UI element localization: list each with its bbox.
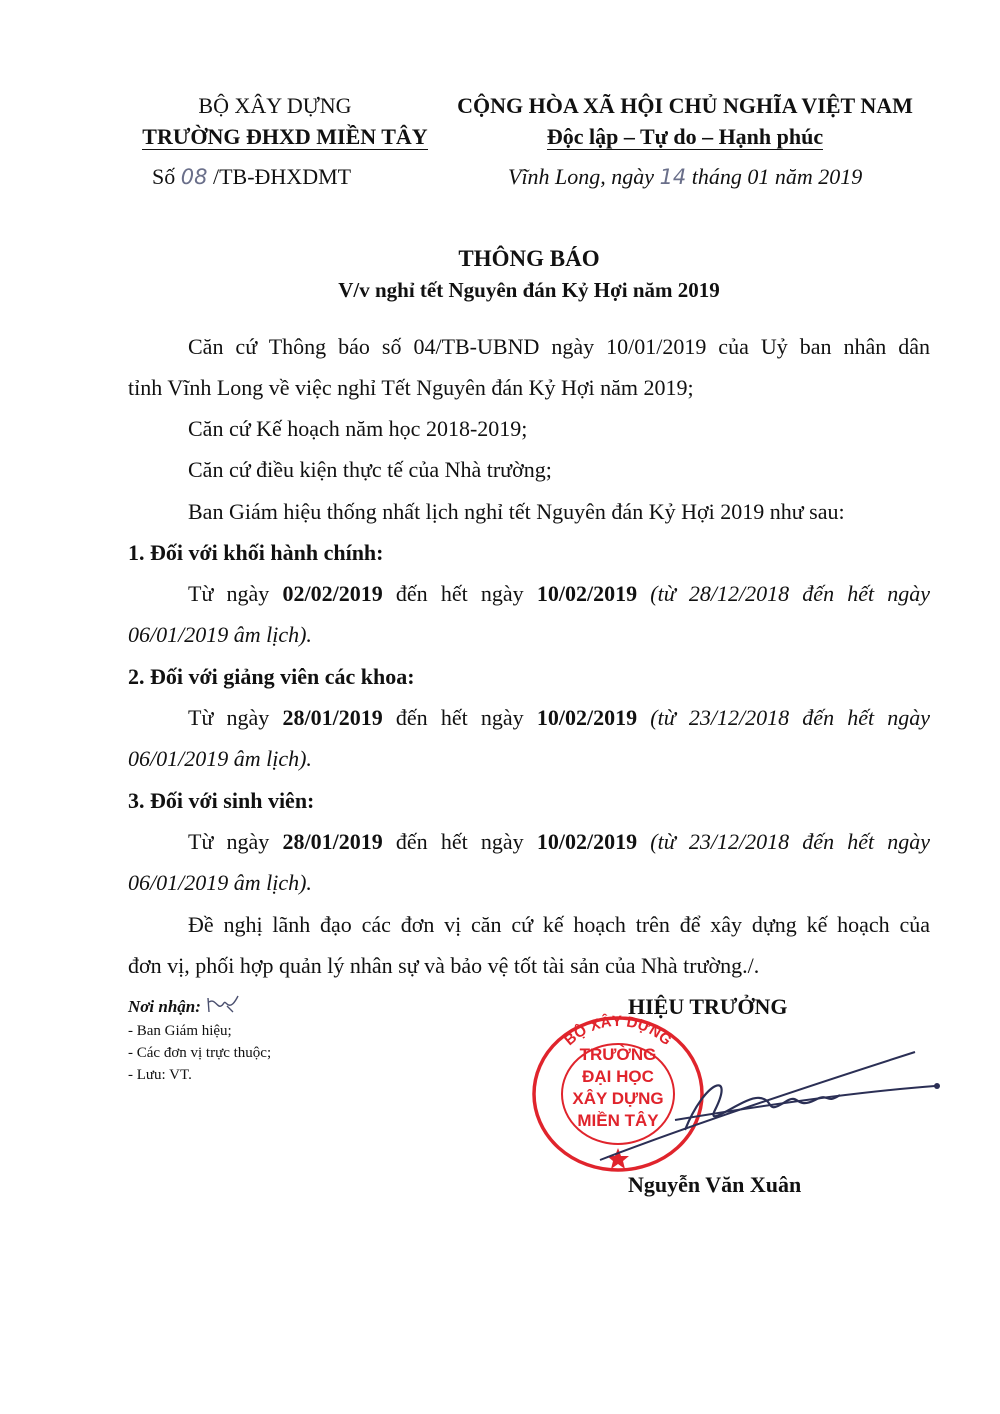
from-date: 02/02/2019: [282, 581, 383, 606]
notice-title: THÔNG BÁO: [458, 246, 600, 271]
recipient-item: - Lưu: VT.: [128, 1067, 192, 1083]
signer-name: Nguyễn Văn Xuân: [628, 1172, 802, 1197]
preamble-p4: Ban Giám hiệu thống nhất lịch nghỉ tết Nguyên đán Kỷ Hợi 2019 như sau:: [188, 499, 845, 524]
to-label: đến hết ngày: [395, 829, 524, 854]
stamp-line-4: MIỀN TÂY: [577, 1111, 659, 1130]
ministry-name: BỘ XÂY DỰNG: [198, 93, 352, 118]
signer-role: HIỆU TRƯỞNG: [628, 994, 788, 1019]
date-suffix: tháng 01 năm 2019: [691, 164, 863, 189]
number-suffix: /TB-ĐHXDMT: [212, 164, 352, 189]
section-1-heading: 1. Đối với khối hành chính:: [128, 540, 384, 565]
lunar-range: (từ 23/12/2018 đến hết ngày: [650, 829, 931, 854]
preamble-p2: Căn cứ Kế hoạch năm học 2018-2019;: [188, 416, 528, 441]
number-handwritten: 08: [180, 165, 208, 189]
date-prefix: Vĩnh Long, ngày: [508, 164, 655, 189]
school-name-text: TRƯỜNG ĐHXD MIỀN TÂY: [142, 124, 428, 149]
to-label: đến hết ngày: [395, 705, 524, 730]
stamp-ring-text: BỘ XÂY DỰNG: [561, 1012, 675, 1049]
preamble-p1-line1: Căn cứ Thông báo số 04/TB-UBND ngày 10/01/2019 của Uỷ ban nhân dân: [188, 334, 930, 359]
from-label: Từ ngày: [188, 829, 270, 854]
recipients-label-text: Nơi nhận: [128, 997, 196, 1016]
place-date: [508, 164, 928, 190]
from-date: 28/01/2019: [282, 829, 383, 854]
stamp-line-1: TRƯỜNG: [579, 1045, 657, 1064]
stamp-line-2: ĐẠI HỌC: [582, 1067, 654, 1086]
section-2-dates: [188, 697, 930, 738]
section-2-lunar-end: 06/01/2019 âm lịch).: [128, 746, 312, 771]
closing-line2: đơn vị, phối hợp quản lý nhân sự và bảo vệ tốt tài sản của Nhà trường./.: [128, 953, 760, 978]
section-1-dates: [188, 573, 930, 614]
document-number: [152, 164, 412, 190]
section-3-dates: [188, 821, 930, 862]
school-name: [115, 124, 455, 150]
to-date: 10/02/2019: [536, 581, 638, 606]
initials-scribble-icon: [205, 994, 241, 1016]
motto-text: Độc lập – Tự do – Hạnh phúc: [546, 124, 824, 149]
recipients-label: [128, 994, 428, 1020]
from-label: Từ ngày: [188, 705, 270, 730]
to-date: 10/02/2019: [536, 829, 638, 854]
to-date: 10/02/2019: [536, 705, 638, 730]
notice-subject: V/v nghỉ tết Nguyên đán Kỷ Hợi năm 2019: [338, 278, 720, 302]
preamble-p1-line2: tỉnh Vĩnh Long về việc nghỉ Tết Nguyên đán Kỷ Hợi năm 2019;: [128, 375, 694, 400]
section-1-lunar-end: 06/01/2019 âm lịch).: [128, 622, 312, 647]
section-2-heading: 2. Đối với giảng viên các khoa:: [128, 664, 415, 689]
lunar-range: (từ 23/12/2018 đến hết ngày: [650, 705, 931, 730]
section-3-lunar-end: 06/01/2019 âm lịch).: [128, 870, 312, 895]
preamble-p3: Căn cứ điều kiện thực tế của Nhà trường;: [188, 457, 552, 482]
date-day-handwritten: 14: [659, 165, 687, 189]
recipient-item: - Ban Giám hiệu;: [128, 1023, 232, 1039]
from-label: Từ ngày: [188, 581, 270, 606]
handwritten-signature-icon: [585, 1040, 945, 1170]
number-prefix: Số: [152, 164, 176, 189]
recipient-item: - Các đơn vị trực thuộc;: [128, 1045, 272, 1061]
section-3-heading: 3. Đối với sinh viên:: [128, 788, 315, 813]
country-name: CỘNG HÒA XÃ HỘI CHỦ NGHĨA VIỆT NAM: [457, 93, 913, 118]
recipients-colon: :: [195, 997, 201, 1016]
motto: [485, 124, 885, 150]
from-date: 28/01/2019: [282, 705, 383, 730]
to-label: đến hết ngày: [395, 581, 524, 606]
closing-line1: Đề nghị lãnh đạo các đơn vị căn cứ kế hoạch trên để xây dựng kế hoạch của: [188, 912, 930, 937]
lunar-range: (từ 28/12/2018 đến hết ngày: [650, 581, 931, 606]
stamp-line-3: XÂY DỰNG: [572, 1089, 664, 1108]
recipients-block: [128, 994, 428, 1086]
